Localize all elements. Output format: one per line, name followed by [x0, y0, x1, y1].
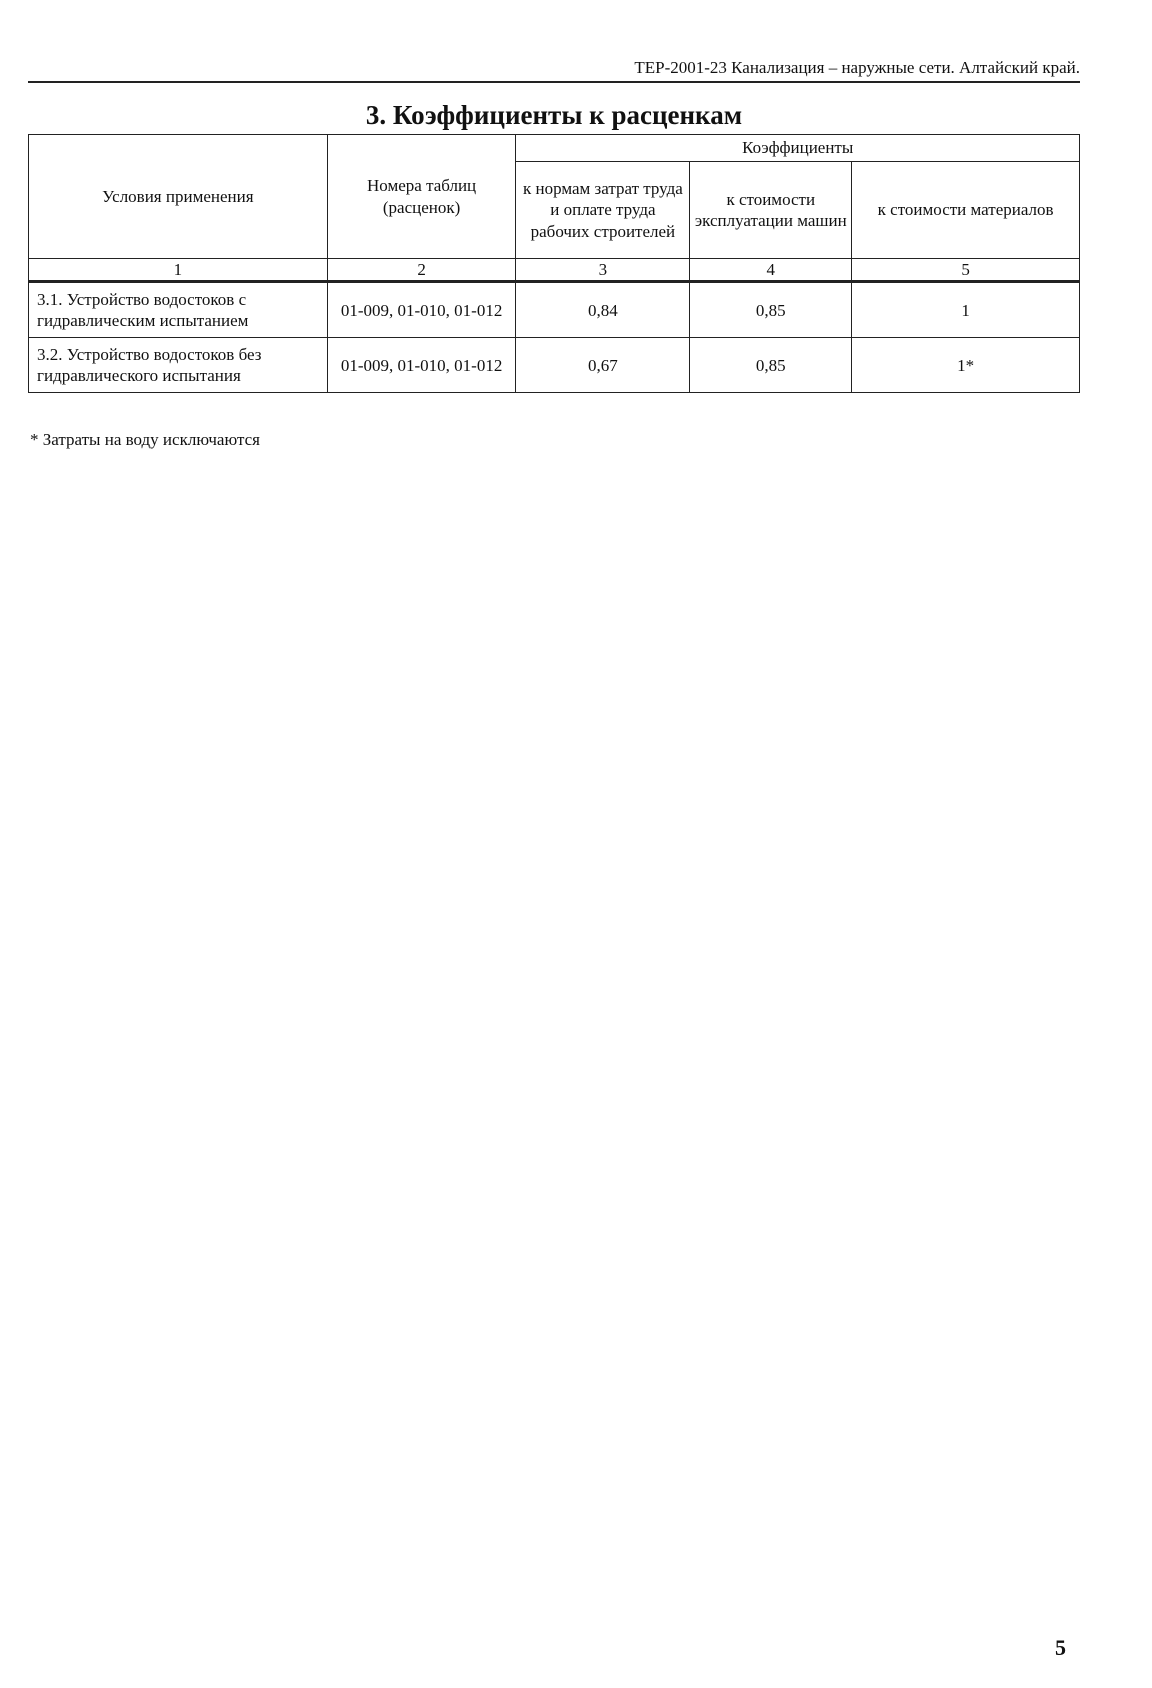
- column-number-row: [29, 259, 1080, 282]
- table-row: [29, 282, 1080, 338]
- column-number: 3: [516, 259, 690, 282]
- footnote: * Затраты на воду исключаются: [30, 430, 260, 449]
- column-number: 1: [29, 259, 328, 282]
- materials-coef-cell: 1: [852, 282, 1080, 338]
- coefficients-table: [28, 134, 1080, 393]
- table-row: [29, 338, 1080, 393]
- page-number: 5: [1055, 1635, 1066, 1660]
- labor-coef-cell: 0,67: [516, 338, 690, 393]
- header-table-numbers: Номера таблиц (расценок): [327, 135, 516, 259]
- table-numbers-cell: 01-009, 01-010, 01-012: [327, 282, 516, 338]
- running-header: [28, 58, 1080, 83]
- header-labor-coef: к нормам затрат труда и оплате труда рабочих строителей: [516, 162, 690, 259]
- machines-coef-cell: 0,85: [690, 282, 852, 338]
- running-header-text: ТЕР-2001-23 Канализация – наружные сети. Алтайский край.: [634, 58, 1080, 77]
- table-numbers-cell: 01-009, 01-010, 01-012: [327, 338, 516, 393]
- header-machines-coef: к стоимости эксплуатации машин: [690, 162, 852, 259]
- labor-coef-cell: 0,84: [516, 282, 690, 338]
- condition-cell: 3.2. Устройство водостоков без гидравлического испытания: [29, 338, 328, 393]
- header-coefficients-group: Коэффициенты: [516, 135, 1080, 162]
- header-conditions: Условия применения: [29, 135, 328, 259]
- materials-coef-cell: 1*: [852, 338, 1080, 393]
- section-title: 3. Коэффициенты к расценкам: [365, 100, 743, 130]
- header-materials-coef: к стоимости материалов: [852, 162, 1080, 259]
- column-number: 5: [852, 259, 1080, 282]
- condition-cell: 3.1. Устройство водостоков с гидравлическим испытанием: [29, 282, 328, 338]
- column-number: 4: [690, 259, 852, 282]
- table-header-row-1: [29, 135, 1080, 162]
- machines-coef-cell: 0,85: [690, 338, 852, 393]
- column-number: 2: [327, 259, 516, 282]
